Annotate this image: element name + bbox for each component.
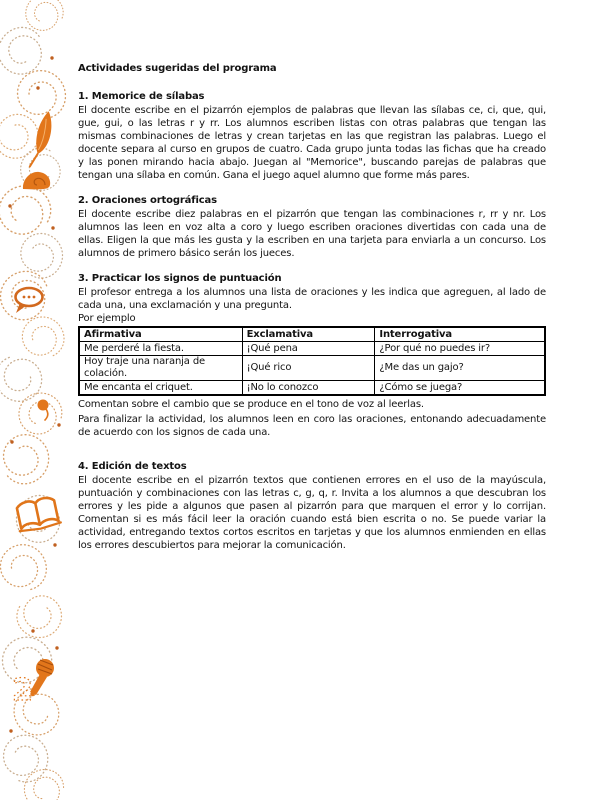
decorative-margin-strip <box>0 0 72 800</box>
table-cell: Me perderé la fiesta. <box>79 342 242 356</box>
table-cell: ¿Me das un gajo? <box>375 356 545 381</box>
page-title: Actividades sugeridas del programa <box>78 63 277 74</box>
table-row <box>79 342 545 356</box>
number-2-doodle: 2 <box>12 673 33 708</box>
section-body-edicion: El docente escribe en el pizarrón textos que contienen errores en el uso de la mayúscula, puntuación y combinaciones con las letras c, g, q, r. Invita a los alumnos a que descubran los errores y les pide a algunos que pasen al pizarrón para que marquen el error y lo corrijan. Comentan si es más fácil leer la oración cuando está bien escrita o no. Se puede variar la actividad, entregando textos cortos escritos en tarjetas y que los alumnos enmienden en ellas los errores descubiertos para mejorar la comunicación. <box>78 475 546 551</box>
table-cell: ¡Qué pena <box>242 342 375 356</box>
table-comment: Comentan sobre el cambio que se produce en el tono de voz al leerlas. <box>78 399 424 410</box>
sentence-examples-table <box>78 326 546 396</box>
section-heading-puntuacion: 3. Practicar los signos de puntuación <box>78 273 282 284</box>
quill-icon <box>30 110 55 170</box>
table-header-afirmativa: Afirmativa <box>79 327 242 342</box>
closing-note: Para finalizar la actividad, los alumnos leen en coro las oraciones, entonando adecuadamente de acuerdo con los signos de cada una. <box>78 414 546 438</box>
table-cell: ¡No lo conozco <box>242 381 375 396</box>
swirl-doodles <box>0 0 72 800</box>
table-header-exclamativa: Exclamativa <box>242 327 375 342</box>
microphone-icon <box>30 659 54 696</box>
section-body-puntuacion: El profesor entrega a los alumnos una lista de oraciones y les indica que agreguen, al lado de cada una, una exclamación y una pregunta. <box>78 287 546 311</box>
speech-bubble-icon <box>16 288 43 313</box>
section-heading-oraciones: 2. Oraciones ortográficas <box>78 195 217 206</box>
document-content <box>78 62 546 552</box>
example-label: Por ejemplo <box>78 313 136 324</box>
section-body-memorice: El docente escribe en el pizarrón ejemplos de palabras que llevan las sílabas ce, ci, que, qui, gue, gui, o las letras r y rr. Los alumnos escriben listas con otras palabras que tengan las mismas combinaciones de letras y crean tarjetas en las que registran las palabras. Luego el docente separa al curso en grupos de cuatro. Cada grupo junta todas las fichas que ha creado y las ponen mirando hacia abajo. Juegan al "Memorice", buscando parejas de palabras que tengan una sílaba en común. Gana el juego aquel alumno que forme más pares. <box>78 105 546 181</box>
section-body-oraciones: El docente escribe diez palabras en el pizarrón que tengan las combinaciones r, rr y nr. Los alumnos las leen en voz alta a coro y luego escriben oraciones divertidas con cada una de ellas. Eligen la que más les gusta y la escriben en una tarjeta para enviarla a un concurso. Los alumnos de primero básico serán los jueces. <box>78 209 546 259</box>
section-heading-edicion: 4. Edición de textos <box>78 461 187 472</box>
table-cell: Hoy traje una naranja de colación. <box>79 356 242 381</box>
dot-icon <box>38 400 49 421</box>
table-row <box>79 356 545 381</box>
snail-icon <box>23 172 50 189</box>
open-book-icon <box>14 496 61 533</box>
table-cell: Me encanta el criquet. <box>79 381 242 396</box>
table-row <box>79 381 545 396</box>
table-cell: ¡Qué rico <box>242 356 375 381</box>
table-header-interrogativa: Interrogativa <box>375 327 545 342</box>
table-cell: ¿Cómo se juega? <box>375 381 545 396</box>
table-cell: ¿Por qué no puedes ir? <box>375 342 545 356</box>
section-heading-memorice: 1. Memorice de sílabas <box>78 91 205 102</box>
table-header-row <box>79 327 545 342</box>
